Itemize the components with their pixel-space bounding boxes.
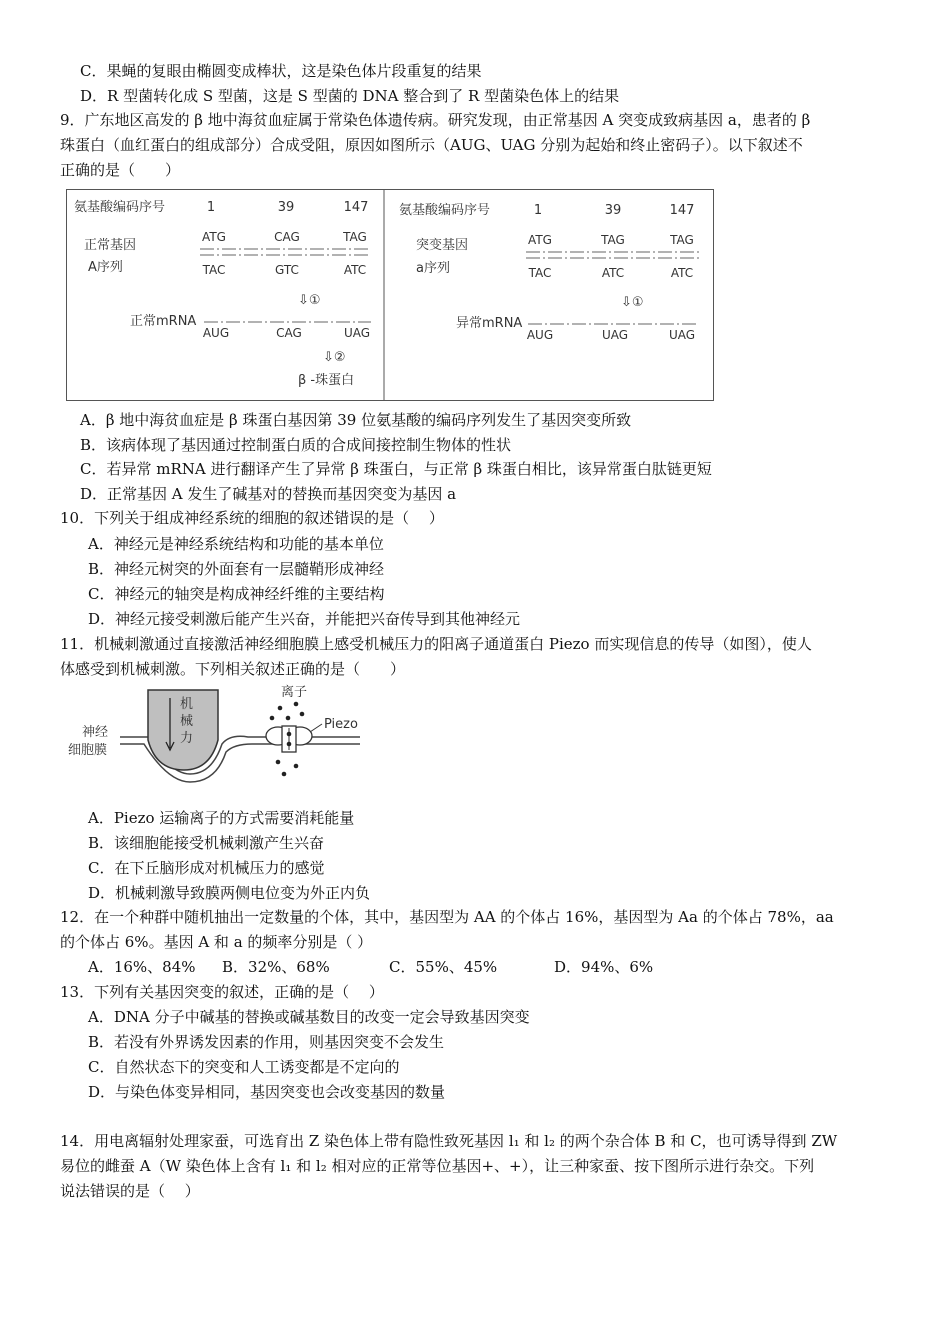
right-header: 氨基酸编码序号 xyxy=(399,203,491,218)
membrane-label-line1: 神经 xyxy=(82,725,109,740)
q8-option-d: D．R 型菌转化成 S 型菌，这是 S 型菌的 DNA 整合到了 R 型菌染色体上的结果 xyxy=(80,87,620,105)
right-mrna-codon-1: AUG xyxy=(526,328,554,342)
ion-dot xyxy=(278,706,283,711)
force-char-2: 械 xyxy=(180,714,194,729)
right-mrna-codon-147: UAG xyxy=(668,328,696,342)
left-position-39: 39 xyxy=(277,200,295,215)
q9-option-c: C．若异常 mRNA 进行翻译产生了异常 β 珠蛋白，与正常 β 珠蛋白相比，该异常蛋白肽链更短 xyxy=(80,460,712,478)
left-top-codon-39: CAG xyxy=(274,230,300,244)
q14-stem-line2: 易位的雌蚕 A（W 染色体上含有 l₁ 和 l₂ 相对应的正常等位基因+、+），让三种家蚕、按下图所示进行杂交。下列 xyxy=(60,1157,815,1175)
ion-dot xyxy=(294,702,299,707)
q9-stem-line1: 9．广东地区高发的 β 地中海贫血症属于常染色体遗传病。研究发现，由正常基因 A 突变成致病基因 a，患者的 β xyxy=(60,111,811,129)
q12-stem-line1: 12．在一个种群中随机抽出一定数量的个体，其中，基因型为 AA 的个体占 16%，基因型为 Aa 的个体占 78%，aa xyxy=(60,908,834,926)
left-product-label: β -珠蛋白 xyxy=(298,373,355,388)
q12-option-c: C．55%、45% xyxy=(389,958,498,976)
q13-option-b: B．若没有外界诱发因素的作用，则基因突变不会发生 xyxy=(88,1033,445,1051)
left-gene-label: 正常基因 xyxy=(84,238,137,253)
right-step1-arrow: ⇩① xyxy=(621,295,644,310)
left-mrna-label: 正常mRNA xyxy=(130,314,197,329)
right-position-1: 1 xyxy=(533,203,543,218)
q11-option-c: C．在下丘脑形成对机械压力的感觉 xyxy=(88,859,325,877)
q9-option-b: B．该病体现了基因通过控制蛋白质的合成间接控制生物体的性状 xyxy=(80,436,512,454)
q12-option-a: A．16%、84% xyxy=(88,958,196,976)
right-mrna-codon-39: UAG xyxy=(601,328,629,342)
q12-option-d: D．94%、6% xyxy=(554,958,654,976)
ion-dot xyxy=(287,732,292,737)
q9-stem-line2: 珠蛋白（血红蛋白的组成部分）合成受阻，原因如图所示（AUG、UAG 分别为起始和终止密码子）。以下叙述不 xyxy=(60,136,803,154)
piezo-pointer-line xyxy=(310,724,322,732)
left-position-1: 1 xyxy=(206,200,216,215)
left-bottom-codon-1: TAC xyxy=(202,263,226,277)
membrane-label-line2: 细胞膜 xyxy=(68,743,108,758)
q10-option-c: C．神经元的轴突是构成神经纤维的主要结构 xyxy=(88,585,385,603)
force-char-1: 机 xyxy=(180,697,194,712)
left-mrna-codon-1: AUG xyxy=(202,326,230,340)
q9-stem-line3: 正确的是（ ） xyxy=(60,161,181,179)
left-top-codon-1: ATG xyxy=(202,230,226,244)
left-top-codon-147: TAG xyxy=(343,230,367,244)
q11-option-b: B．该细胞能接受机械刺激产生兴奋 xyxy=(88,834,325,852)
ion-dot xyxy=(270,716,275,721)
left-step1-arrow: ⇩① xyxy=(298,293,321,308)
ion-dot xyxy=(294,764,299,769)
q13-option-c: C．自然状态下的突变和人工诱变都是不定向的 xyxy=(88,1058,400,1076)
q11-stem-line2: 体感受到机械刺激。下列相关叙述正确的是（ ） xyxy=(60,660,406,678)
q14-stem-line1: 14．用电离辐射处理家蚕，可选育出 Z 染色体上带有隐性致死基因 l₁ 和 l₂ 的两个杂合体 B 和 C，也可诱导得到 ZW xyxy=(60,1132,838,1150)
piezo-label: Piezo xyxy=(324,717,358,732)
ion-dot xyxy=(276,760,281,765)
right-bottom-codon-1: TAC xyxy=(528,266,552,280)
right-bottom-codon-39: ATC xyxy=(601,266,625,280)
ion-dot xyxy=(286,716,291,721)
q9-option-a: A．β 地中海贫血症是 β 珠蛋白基因第 39 位氨基酸的编码序列发生了基因突变所致 xyxy=(80,411,632,429)
ion-label: 离子 xyxy=(281,685,308,700)
right-position-147: 147 xyxy=(669,203,695,218)
q11-option-a: A．Piezo 运输离子的方式需要消耗能量 xyxy=(88,809,355,827)
q10-option-d: D．神经元接受刺激后能产生兴奋，并能把兴奋传导到其他神经元 xyxy=(88,610,521,628)
left-mrna-codon-39: CAG xyxy=(276,326,302,340)
right-position-39: 39 xyxy=(604,203,622,218)
q11-piezo-figure xyxy=(60,682,370,792)
force-char-3: 力 xyxy=(180,731,194,746)
right-bottom-codon-147: ATC xyxy=(670,266,694,280)
q10-option-b: B．神经元树突的外面套有一层髓鞘形成神经 xyxy=(88,560,385,578)
q8-option-c: C．果蝇的复眼由椭圆变成棒状，这是染色体片段重复的结果 xyxy=(80,62,482,80)
left-gene-sequence-label: A序列 xyxy=(88,260,123,275)
q10-option-a: A．神经元是神经系统结构和功能的基本单位 xyxy=(88,535,384,553)
ion-dot xyxy=(282,772,287,777)
left-position-147: 147 xyxy=(343,200,369,215)
q11-option-d: D．机械刺激导致膜两侧电位变为外正内负 xyxy=(88,884,371,902)
left-header: 氨基酸编码序号 xyxy=(74,200,166,215)
q9-gene-mutation-figure xyxy=(66,189,714,401)
q10-stem: 10．下列关于组成神经系统的细胞的叙述错误的是（ ） xyxy=(60,509,444,527)
right-mrna-label: 异常mRNA xyxy=(456,316,523,331)
right-gene-label: 突变基因 xyxy=(416,238,469,253)
ion-dot xyxy=(300,712,305,717)
q12-option-b: B．32%、68% xyxy=(222,958,330,976)
q13-stem: 13．下列有关基因突变的叙述，正确的是（ ） xyxy=(60,983,384,1001)
right-top-codon-39: TAG xyxy=(601,233,625,247)
q9-option-d: D．正常基因 A 发生了碱基对的替换而基因突变为基因 a xyxy=(80,485,457,503)
q12-stem-line2: 的个体占 6%。基因 A 和 a 的频率分别是（ ） xyxy=(60,933,373,951)
q13-option-a: A．DNA 分子中碱基的替换或碱基数目的改变一定会导致基因突变 xyxy=(88,1008,530,1026)
q11-stem-line1: 11．机械刺激通过直接激活神经细胞膜上感受机械压力的阳离子通道蛋白 Piezo 而实现信息的传导（如图），使人 xyxy=(60,635,812,653)
ion-dot xyxy=(287,742,292,747)
right-top-codon-147: TAG xyxy=(670,233,694,247)
right-gene-sequence-label: a序列 xyxy=(416,261,450,276)
left-bottom-codon-147: ATC xyxy=(343,263,367,277)
left-mrna-codon-147: UAG xyxy=(343,326,371,340)
q14-stem-line3: 说法错误的是（ ） xyxy=(60,1182,200,1200)
right-top-codon-1: ATG xyxy=(528,233,552,247)
left-step2-arrow: ⇩② xyxy=(323,350,346,365)
left-bottom-codon-39: GTC xyxy=(275,263,299,277)
q13-option-d: D．与染色体变异相同，基因突变也会改变基因的数量 xyxy=(88,1083,446,1101)
